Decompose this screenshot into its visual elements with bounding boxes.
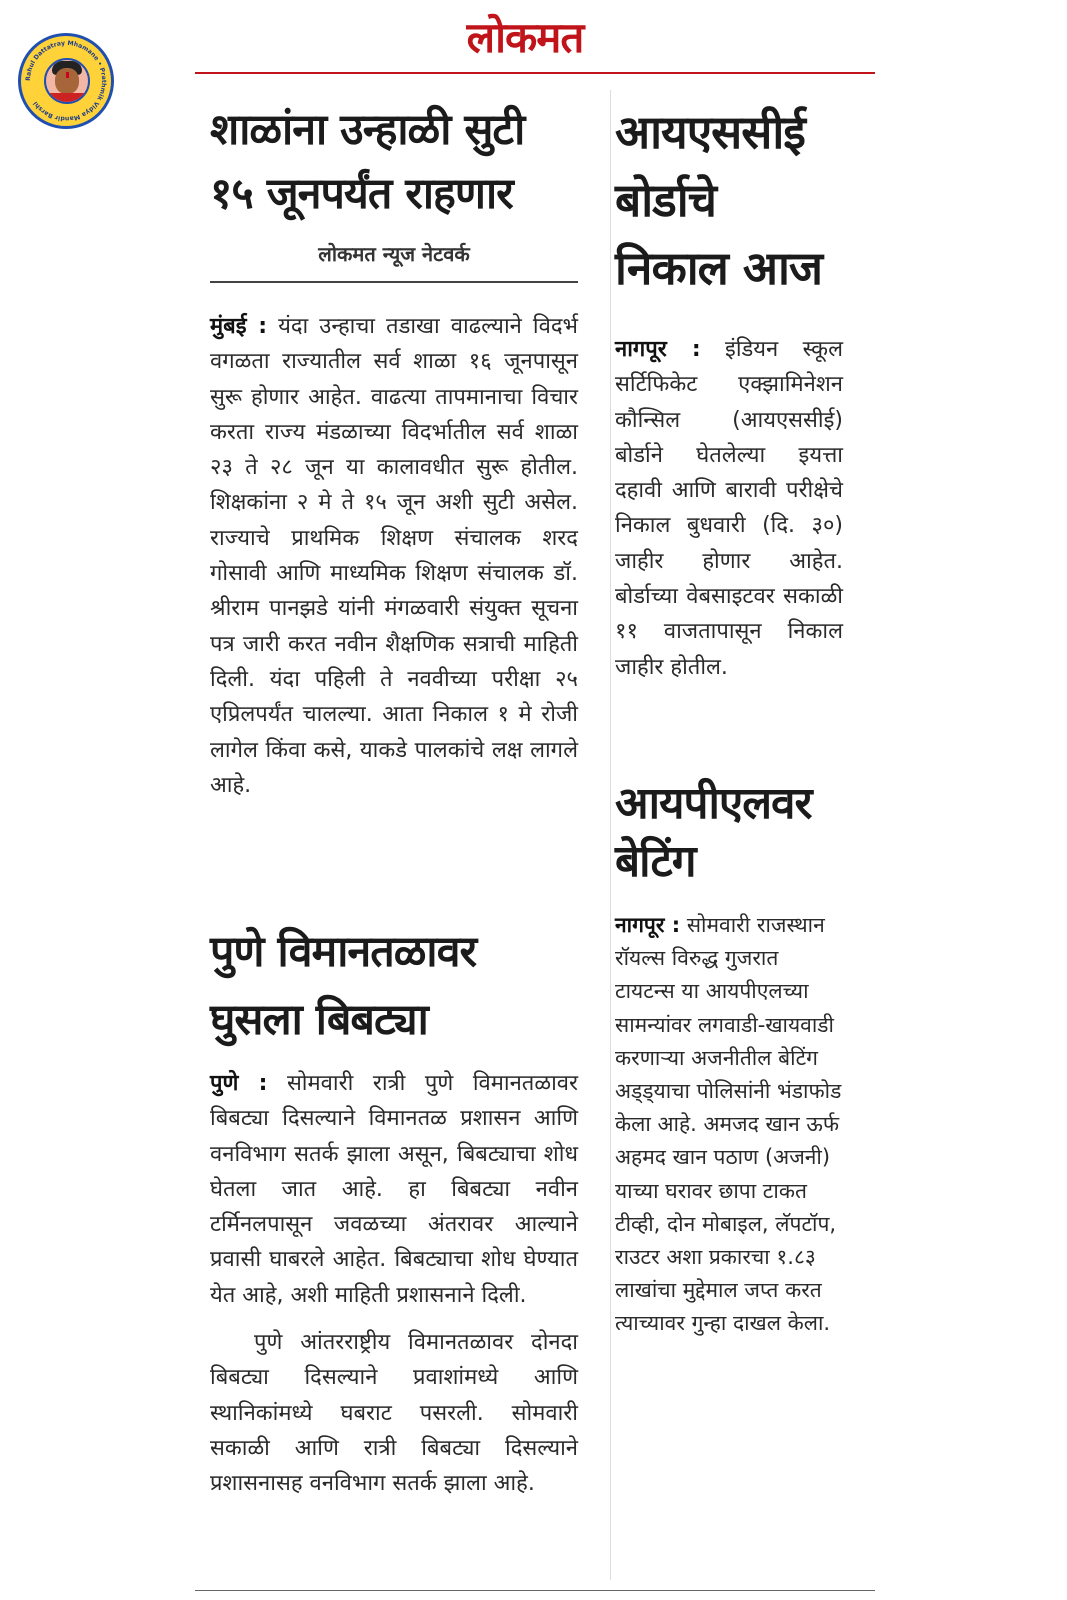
body-text: सोमवारी रात्री पुणे विमानतळावर बिबट्या दिसल्याने विमानतळ प्रशासन आणि वनविभाग सतर्क झाला असून, बिबट्याचा शोध घेतला जात आहे. हा बिबट्या नवीन टर्मिनलपासून जवळच्या अंतरावर आल्याने प्रवासी घाबरले आहेत. बिबट्याचा शोध घेण्यात येत आहे, अशी माहिती प्रशासनाने दिली. xyxy=(210,1071,578,1308)
masthead-title: लोकमत xyxy=(466,13,584,62)
article-school-holiday xyxy=(210,98,578,803)
article-body xyxy=(210,309,578,803)
article-body xyxy=(615,909,843,1341)
dateline: पुणे : xyxy=(210,1071,268,1096)
dateline: नागपूर : xyxy=(615,913,681,937)
header-rule xyxy=(195,72,875,74)
masthead-logo xyxy=(380,8,670,68)
headline: पुणे विमानतळावर घुसला बिबट्या xyxy=(210,927,477,1045)
footer-rule xyxy=(195,1590,875,1591)
article-body xyxy=(210,1066,578,1313)
body-text: इंडियन स्कूल सर्टिफिकेट एक्झामिनेशन कौन्सिल (आयएससीई) बोर्डाने घेतलेल्या इयत्ता दहावी आणि बारावी परीक्षेचे निकाल बुधवारी (दि. ३०) जाहीर होणार आहेत. बोर्डाच्या वेबसाइटवर सकाळी ११ वाजतापासून निकाल जाहीर होतील. xyxy=(615,337,843,680)
article-pune-leopard xyxy=(210,918,578,1502)
dateline: नागपूर : xyxy=(615,337,701,362)
article-ipl-betting xyxy=(615,775,843,1341)
column-divider xyxy=(610,90,611,1580)
avatar xyxy=(44,58,90,104)
author-badge xyxy=(18,33,114,129)
dateline: मुंबई : xyxy=(210,314,268,339)
article-body xyxy=(615,332,843,685)
headline: आयएससीई बोर्डाचे निकाल आज xyxy=(615,105,823,295)
article-icse-results xyxy=(615,98,843,685)
badge-caption: Rahul Dattatray Mhamane • Prathmik Vidya Mandir Barshi xyxy=(24,39,108,123)
article-body-paragraph-2: पुणे आंतरराष्ट्रीय विमानतळावर दोनदा बिबट्या दिसल्याने प्रवाशांमध्ये आणि स्थानिकांमध्ये घबराट पसरली. सोमवारी सकाळी आणि रात्री बिबट्या दिसल्याने प्रशासनासह वनविभाग सतर्क झाला आहे. xyxy=(210,1330,578,1497)
byline: लोकमत न्यूज नेटवर्क xyxy=(210,240,578,283)
body-text: यंदा उन्हाचा तडाखा वाढल्याने विदर्भ वगळता राज्यातील सर्व शाळा १६ जूनपासून सुरू होणार आहेत. वाढत्या तापमानाचा विचार करता राज्य मंडळाच्या विदर्भातील सर्व शाळा २३ ते २८ जून या कालावधीत सुरू होतील. शिक्षकांना २ मे ते १५ जून अशी सुटी असेल. राज्याचे प्राथमिक शिक्षण संचालक शरद गोसावी आणि माध्यमिक शिक्षण संचालक डॉ. श्रीराम पानझडे यांनी मंगळवारी संयुक्त सूचना पत्र जारी करत नवीन शैक्षणिक सत्राची माहिती दिली. यंदा पहिली ते नववीच्या परीक्षा २५ एप्रिलपर्यंत चालल्या. आता निकाल १ मे रोजी लागेल किंवा कसे, याकडे पालकांचे लक्ष लागले आहे. xyxy=(210,314,578,798)
body-text: सोमवारी राजस्थान रॉयल्स विरुद्ध गुजरात टायटन्स या आयपीएलच्या सामन्यांवर लगवाडी-खायवाडी करणाऱ्या अजनीतील बेटिंग अड्ड्याचा पोलिसांनी भंडाफोड केला आहे. अमजद खान ऊर्फ अहमद खान पठाण (अजनी) याच्या घरावर छापा टाकत टीव्ही, दोन मोबाइल, लॅपटॉप, राउटर अशा प्रकारचा १.८३ लाखांचा मुद्देमाल जप्त करत त्याच्यावर गुन्हा दाखल केला. xyxy=(615,913,842,1336)
headline: शाळांना उन्हाळी सुटी १५ जूनपर्यंत राहणार xyxy=(210,105,525,219)
headline: आयपीएलवर बेटिंग xyxy=(615,778,812,887)
